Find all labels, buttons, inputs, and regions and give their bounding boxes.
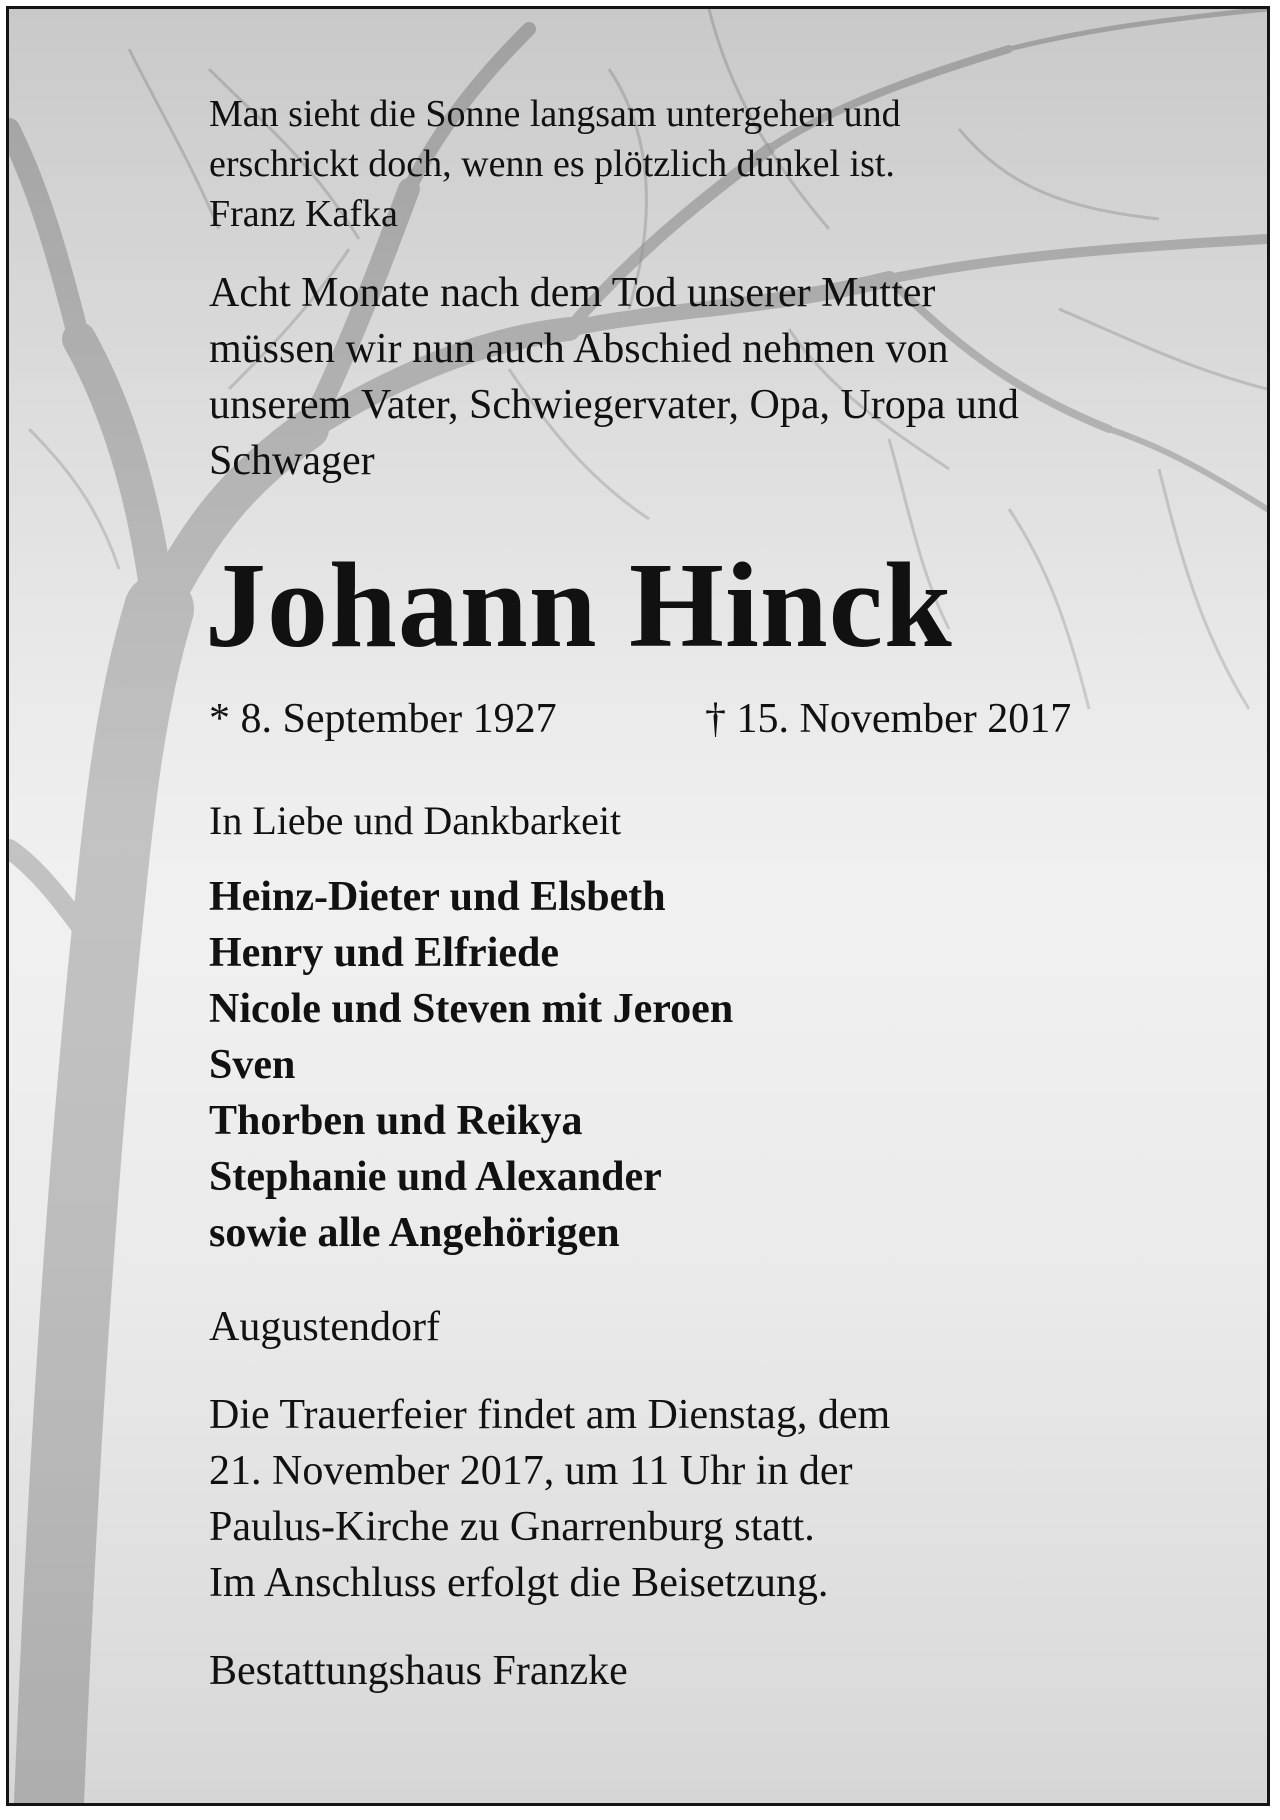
quote-author: Franz Kafka (209, 193, 398, 235)
family-member: sowie alle Angehörigen (209, 1210, 620, 1256)
service-info (209, 1387, 1209, 1611)
family-member: Stephanie und Alexander (209, 1154, 662, 1200)
quote (209, 89, 1209, 239)
intro-text (209, 265, 1209, 489)
family-member: Nicole und Steven mit Jeroen (209, 986, 734, 1032)
deceased-name: Johann Hinck (205, 538, 953, 673)
intro-line: müssen wir nun auch Abschied nehmen von (209, 326, 949, 372)
service-line: Im Anschluss erfolgt die Beisetzung. (209, 1560, 829, 1606)
family-member: Sven (209, 1042, 296, 1088)
death-date: † 15. November 2017 (705, 696, 1072, 742)
family-member: Thorben und Reikya (209, 1098, 583, 1144)
intro-line: Schwager (209, 438, 375, 484)
birth-date: * 8. September 1927 (209, 696, 557, 742)
quote-line: Man sieht die Sonne langsam untergehen und (209, 93, 901, 135)
quote-line: erschrickt doch, wenn es plötzlich dunkel ist. (209, 143, 895, 185)
service-line: Paulus-Kirche zu Gnarrenburg statt. (209, 1504, 815, 1550)
intro-line: unserem Vater, Schwiegervater, Opa, Uropa und (209, 382, 1019, 428)
service-line: Die Trauerfeier findet am Dienstag, dem (209, 1392, 891, 1438)
place-name: Augustendorf (209, 1304, 440, 1350)
intro-line: Acht Monate nach dem Tod unserer Mutter (209, 270, 936, 316)
family-member: Henry und Elfriede (209, 930, 560, 976)
family-member: Heinz-Dieter und Elsbeth (209, 874, 666, 920)
life-dates (209, 691, 1209, 747)
obituary-content (205, 89, 1209, 1699)
family-list (209, 869, 1209, 1261)
service-line: 21. November 2017, um 11 Uhr in der (209, 1448, 853, 1494)
thanks-line: In Liebe und Dankbarkeit (209, 798, 622, 843)
obituary-card (6, 6, 1270, 1806)
undertaker-name: Bestattungshaus Franzke (209, 1648, 628, 1694)
